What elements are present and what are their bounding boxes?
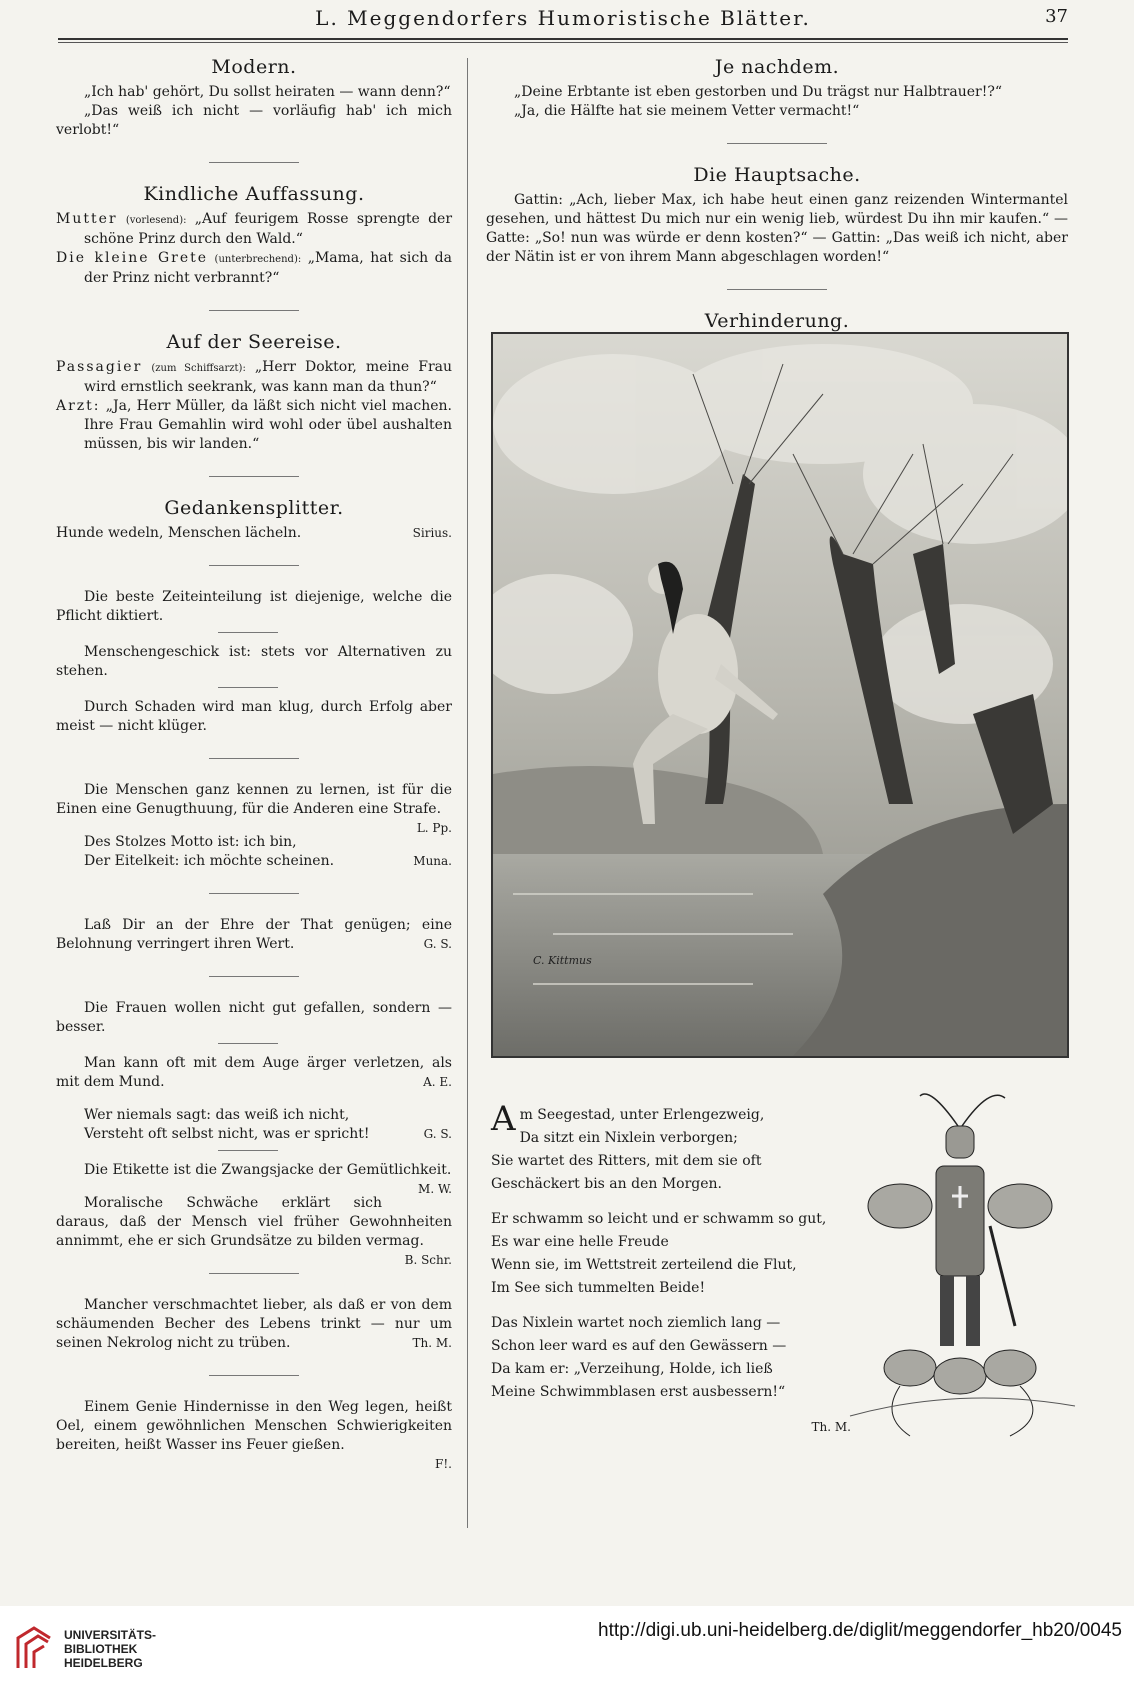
section-je-nachdem bbox=[486, 58, 1068, 121]
aphorism bbox=[56, 1161, 452, 1196]
separator bbox=[209, 310, 299, 311]
aphorism-line bbox=[56, 1125, 452, 1144]
illustration-nixie-at-lake bbox=[491, 332, 1069, 1058]
author-signature: F!. bbox=[435, 1457, 452, 1471]
aphorism bbox=[56, 524, 452, 543]
author-signature: M. W. bbox=[418, 1182, 452, 1196]
separator bbox=[209, 893, 299, 894]
poem-stanza-3 bbox=[491, 1312, 851, 1404]
author-signature: Th. M. bbox=[412, 1336, 452, 1350]
poem-line: Im See sich tummelten Beide! bbox=[491, 1280, 706, 1296]
speech: „Ja, Herr Müller, da läßt sich nicht viel machen. Ihre Frau Gemahlin wird wohl oder übel aushalten müssen, bis wir landen.“ bbox=[84, 398, 453, 452]
section-hauptsache bbox=[486, 166, 1068, 267]
separator bbox=[209, 162, 299, 163]
aphorism: Einem Genie Hindernisse in den Weg legen, heißt Oel, einem gewöhnlichen Menschen Schwierigkeiten bereiten, heißt Wasser ins Feuer gießen. bbox=[56, 1399, 452, 1453]
page-header bbox=[58, 6, 1068, 36]
section-title: Die Hauptsache. bbox=[693, 164, 861, 186]
section-kindliche-auffassung bbox=[56, 185, 452, 288]
library-footer bbox=[0, 1606, 1134, 1692]
speech: „Auf feurigem Rosse sprengte der schöne Prinz durch den Wald.“ bbox=[84, 211, 453, 247]
poem-line: Da kam er: „Verzeihung, Holde, ich ließ bbox=[491, 1361, 773, 1377]
aphorism bbox=[56, 916, 452, 954]
right-column bbox=[486, 58, 1068, 337]
aphorism-text: Mancher verschmachtet lieber, als daß er von dem schäumenden Becher des Lebens trinkt — nur um seinen Nekrolog nicht zu trüben. bbox=[56, 1297, 452, 1351]
aphorism-text: Hunde wedeln, Menschen lächeln. bbox=[56, 525, 302, 541]
separator bbox=[209, 976, 299, 977]
poem-stanza-1 bbox=[491, 1099, 851, 1196]
author-signature: Muna. bbox=[413, 854, 452, 868]
knight-drawing bbox=[840, 1086, 1080, 1486]
aphorism-text: Man kann oft mit dem Auge ärger verletzen, als mit dem Mund. bbox=[56, 1055, 452, 1090]
aphorism: Durch Schaden wird man klug, durch Erfolg aber meist — nicht klüger. bbox=[56, 699, 452, 734]
separator bbox=[218, 1043, 278, 1044]
dialogue-line: „Das weiß ich nicht — vorläufig hab' ich mich verlobt!“ bbox=[56, 103, 452, 138]
dialogue-line bbox=[56, 358, 452, 397]
aphorism: Die Frauen wollen nicht gut gefallen, sondern — besser. bbox=[56, 1000, 452, 1035]
separator bbox=[218, 1150, 278, 1151]
section-modern bbox=[56, 58, 452, 140]
dialogue-line: „Deine Erbtante ist eben gestorben und Du trägst nur Halbtrauer!?“ bbox=[514, 84, 1002, 100]
separator bbox=[209, 565, 299, 566]
aphorism-text: Laß Dir an der Ehre der That genügen; eine Belohnung verringert ihren Wert. bbox=[56, 917, 452, 952]
separator bbox=[727, 289, 827, 290]
poem-line: Sie wartet des Ritters, mit dem sie oft bbox=[491, 1153, 762, 1169]
poem-stanza-2 bbox=[491, 1208, 851, 1300]
poem-line: Das Nixlein wartet noch ziemlich lang — bbox=[491, 1315, 781, 1331]
knight-vignette bbox=[840, 1086, 1080, 1486]
dialogue-line bbox=[56, 397, 452, 454]
library-name-line: UNIVERSITÄTS- bbox=[64, 1628, 157, 1642]
poem-line: Er schwamm so leicht und er schwamm so gut, bbox=[491, 1211, 827, 1227]
aphorism bbox=[56, 1296, 452, 1353]
stage-note: (vorlesend): bbox=[125, 215, 187, 226]
author-signature: Sirius. bbox=[412, 526, 452, 540]
poem-line: Geschäckert bis an den Morgen. bbox=[491, 1176, 723, 1192]
aphorism-text: Die Menschen ganz kennen zu lernen, ist für die Einen eine Genugthuung, für die Anderen eine Strafe. bbox=[56, 782, 452, 817]
library-name bbox=[64, 1628, 156, 1670]
speaker: Die kleine Grete bbox=[56, 250, 209, 266]
artist-signature: C. Kittmus bbox=[533, 954, 592, 967]
section-title: Verhinderung. bbox=[704, 310, 850, 332]
header-rule bbox=[58, 38, 1068, 40]
author-signature: G. S. bbox=[423, 937, 452, 951]
aphorism-text: Versteht oft selbst nicht, was er spricht! bbox=[84, 1126, 370, 1142]
stage-note: (zum Schiffsarzt): bbox=[151, 363, 246, 374]
aphorism: Die beste Zeiteinteilung ist diejenige, welche die Pflicht diktiert. bbox=[56, 589, 452, 624]
page-number: 37 bbox=[1045, 6, 1068, 27]
poem-line: Meine Schwimmblasen erst ausbessern!“ bbox=[491, 1384, 786, 1400]
section-seereise bbox=[56, 333, 452, 454]
speech: „Mama, hat sich da der Prinz nicht verbrannt?“ bbox=[84, 250, 452, 286]
aphorism-line: Des Stolzes Motto ist: ich bin, bbox=[84, 834, 297, 850]
section-title: Je nachdem. bbox=[714, 56, 840, 78]
left-column bbox=[56, 58, 452, 1474]
section-title: Kindliche Auffassung. bbox=[143, 183, 365, 205]
dialogue-line: „Ich hab' gehört, Du sollst heiraten — wann denn?“ bbox=[84, 84, 451, 100]
author-signature: G. S. bbox=[423, 1127, 452, 1141]
poem-verhinderung bbox=[491, 1099, 851, 1439]
aphorism bbox=[56, 1054, 452, 1092]
speech: „Herr Doktor, meine Frau wird ernstlich seekrank, was kann man da thun?“ bbox=[84, 359, 453, 395]
source-url-link[interactable]: http://digi.ub.uni-heidelberg.de/diglit/meggendorfer_hb20/0045 bbox=[598, 1620, 1122, 1641]
section-title: Gedankensplitter. bbox=[164, 497, 344, 519]
stage-note: (unterbrechend): bbox=[214, 254, 302, 265]
dialogue-line bbox=[56, 249, 452, 288]
aphorism bbox=[56, 781, 452, 835]
separator bbox=[209, 758, 299, 759]
drop-cap: A bbox=[491, 1099, 516, 1139]
header-title: L. Meggendorfers Humoristische Blätter. bbox=[315, 6, 811, 30]
dialogue-text: Gattin: „Ach, lieber Max, ich habe heut einen ganz reizenden Wintermantel gesehen, und hättest Du mich nur ein wenig lieb, würdest Du ihn mir kaufen.“ — Gatte: „So! nun was würde er denn kosten?“ — Gattin: „Das weiß ich nicht, aber der Nätin ist er von ihrem Mann abgeschlagen worden!“ bbox=[486, 192, 1068, 265]
aphorism-line bbox=[56, 852, 452, 871]
author-signature: B. Schr. bbox=[404, 1253, 452, 1267]
header-rule-thin bbox=[58, 42, 1068, 43]
speaker: Arzt: bbox=[56, 398, 101, 414]
separator bbox=[209, 476, 299, 477]
column-divider bbox=[467, 58, 468, 1528]
separator bbox=[218, 687, 278, 688]
aphorism bbox=[56, 1194, 452, 1267]
poem-line: m Seegestad, unter Erlengezweig, bbox=[519, 1107, 765, 1123]
section-title: Auf der Seereise. bbox=[166, 331, 342, 353]
speaker: Passagier bbox=[56, 359, 143, 375]
separator bbox=[209, 1375, 299, 1376]
aphorism-text: Der Eitelkeit: ich möchte scheinen. bbox=[84, 853, 335, 869]
aphorism-text: Moralische Schwäche erklärt sich daraus, daß der Mensch viel früher Gewohnheiten annimmt, ehe er sich Grundsätze zu bilden vermag. bbox=[56, 1195, 452, 1249]
dialogue-line bbox=[56, 210, 452, 249]
author-signature: A. E. bbox=[423, 1075, 452, 1089]
aphorism-line: Wer niemals sagt: das weiß ich nicht, bbox=[84, 1107, 350, 1123]
poem-line: Es war eine helle Freude bbox=[491, 1234, 669, 1250]
aphorism: Menschengeschick ist: stets vor Alternativen zu stehen. bbox=[56, 644, 452, 679]
poem-line: Schon leer ward es auf den Gewässern — bbox=[491, 1338, 787, 1354]
section-title: Modern. bbox=[211, 56, 297, 78]
poem-line: Da sitzt ein Nixlein verborgen; bbox=[519, 1130, 738, 1146]
separator bbox=[209, 1273, 299, 1274]
speaker: Mutter bbox=[56, 211, 118, 227]
aphorism-text: Die Etikette ist die Zwangsjacke der Gemütlichkeit. bbox=[84, 1162, 452, 1178]
dialogue-line: „Ja, die Hälfte hat sie meinem Vetter vermacht!“ bbox=[514, 103, 860, 119]
library-name-line: HEIDELBERG bbox=[64, 1656, 143, 1670]
section-gedankensplitter bbox=[56, 499, 452, 1474]
separator bbox=[218, 632, 278, 633]
separator bbox=[727, 143, 827, 144]
library-name-line: BIBLIOTHEK bbox=[64, 1642, 138, 1656]
poem-signature: Th. M. bbox=[811, 1420, 851, 1434]
illustration-drawing bbox=[493, 334, 1067, 1056]
author-signature: L. Pp. bbox=[416, 821, 452, 835]
library-logo-icon bbox=[14, 1624, 54, 1672]
poem-line: Wenn sie, im Wettstreit zerteilend die Flut, bbox=[491, 1257, 797, 1273]
